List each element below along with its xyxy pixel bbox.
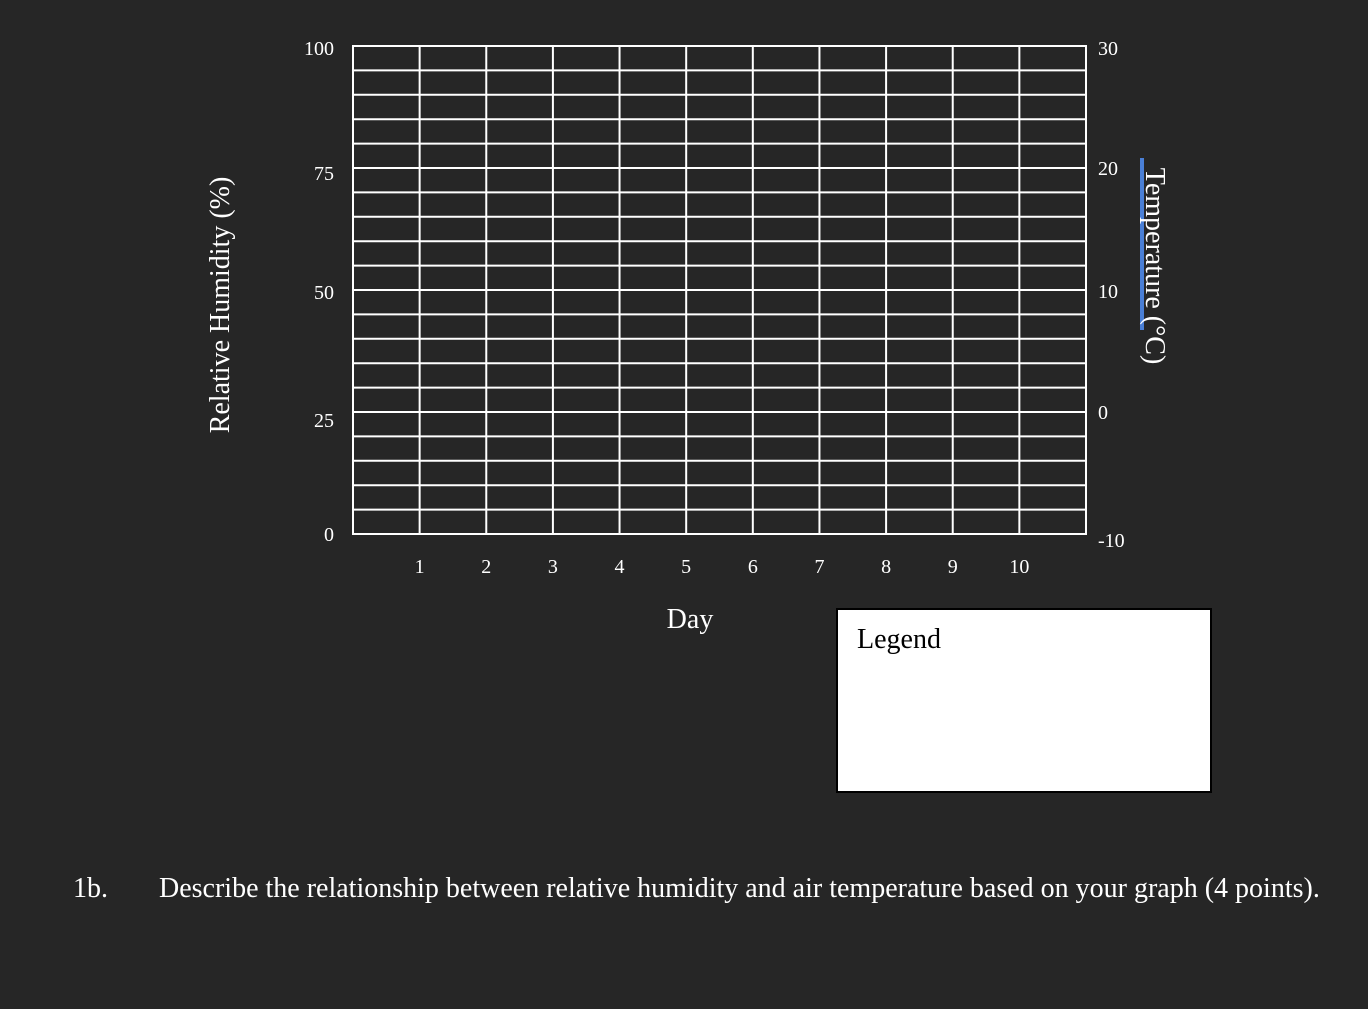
question-number: 1b. xyxy=(73,873,108,904)
y-right-tick-labels xyxy=(1098,38,1125,552)
x-tick-label: 4 xyxy=(614,556,625,578)
y-left-axis-label: Relative Humidity (%) xyxy=(205,176,236,434)
y-right-axis-label: Temperature (°C) xyxy=(1139,167,1170,365)
x-tick-label: 8 xyxy=(881,556,892,578)
question-prompt xyxy=(73,871,1359,907)
x-tick-label: 7 xyxy=(814,556,825,578)
y-right-tick-label: 20 xyxy=(1098,158,1118,180)
x-tick-label: 9 xyxy=(947,556,958,578)
y-left-tick-label: 25 xyxy=(314,410,334,432)
y-right-tick-label: 10 xyxy=(1098,281,1118,303)
y-left-tick-label: 50 xyxy=(314,282,334,304)
y-left-tick-labels xyxy=(304,38,334,546)
x-tick-label: 2 xyxy=(481,556,492,578)
legend-box xyxy=(836,608,1212,793)
x-tick-label: 6 xyxy=(747,556,758,578)
y-left-tick-label: 75 xyxy=(314,163,334,185)
x-tick-label: 3 xyxy=(547,556,558,578)
y-right-tick-label: 30 xyxy=(1098,38,1118,60)
y-right-tick-label: -10 xyxy=(1098,530,1125,552)
x-tick-label: 5 xyxy=(681,556,692,578)
x-tick-label: 1 xyxy=(414,556,425,578)
x-tick-label: 10 xyxy=(1009,556,1030,578)
legend-title: Legend xyxy=(857,624,941,655)
y-right-tick-label: 0 xyxy=(1098,402,1108,424)
y-left-tick-label: 0 xyxy=(324,524,334,546)
y-left-tick-label: 100 xyxy=(304,38,334,60)
question-text: Describe the relationship between relative humidity and air temperature based on your graph (4 points). xyxy=(159,873,1320,904)
x-axis-label: Day xyxy=(666,604,714,635)
x-tick-labels xyxy=(415,556,1030,578)
